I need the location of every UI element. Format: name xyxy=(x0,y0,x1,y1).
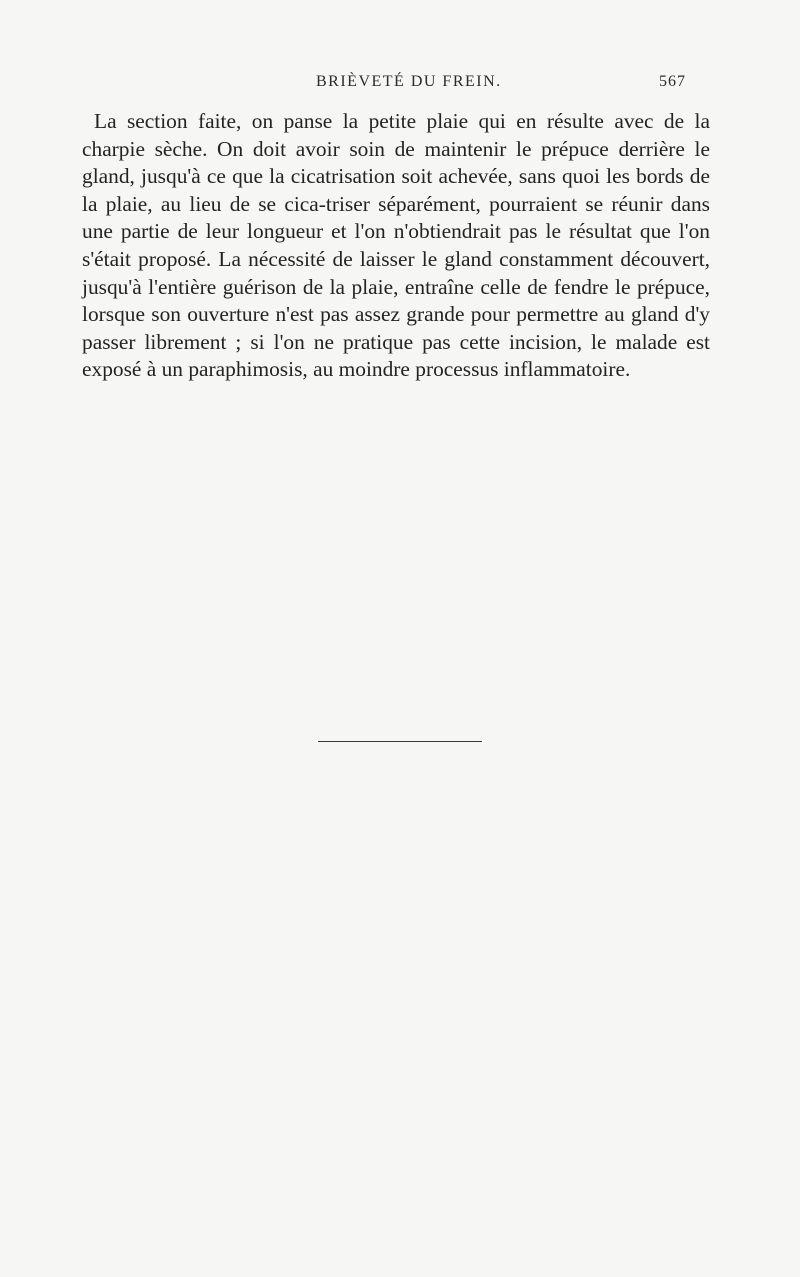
running-title: BRIÈVETÉ DU FREIN. xyxy=(316,73,502,90)
page-number: 567 xyxy=(659,73,686,90)
body-paragraph: La section faite, on panse la petite plaie qui en résulte avec de la charpie sèche. On doit avoir soin de maintenir le prépuce derrière le gland, jusqu'à ce que la cicatrisation soit achevée, sans quoi les bords de la plaie, au lieu de se cica-triser séparément, pourraient se réunir dans une partie de leur longueur et l'on n'obtiendrait pas le résultat que l'on s'était proposé. La nécessité de laisser le gland constamment découvert, jusqu'à l'entière guérison de la plaie, entraîne celle de fendre le prépuce, lorsque son ouverture n'est pas assez grande pour permettre au gland d'y passer librement ; si l'on ne pratique pas cette incision, le malade est exposé à un paraphimosis, au moindre processus inflammatoire. xyxy=(82,109,710,382)
running-header xyxy=(0,73,800,97)
section-end-rule xyxy=(318,741,482,742)
